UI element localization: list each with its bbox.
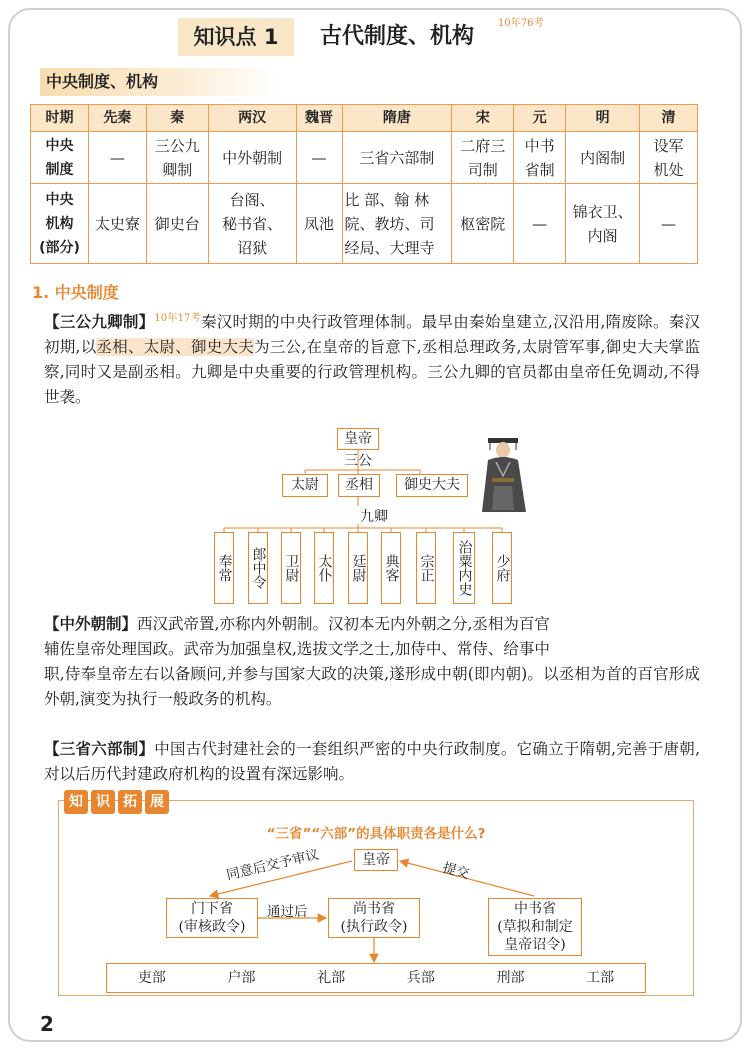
table-header-cell: 秦 (146, 105, 208, 132)
table-cell: 中书 省制 (514, 132, 566, 184)
box-line: (草拟和制定 (497, 919, 573, 935)
jiuqing-office: 宗正 (416, 532, 436, 604)
exam-frequency-tag: 10年17考 (154, 313, 201, 324)
box-line: 尚书省 (353, 901, 395, 917)
subsection-heading: 1. 中央制度 (32, 283, 119, 302)
table-cell: 锦衣卫、 内阁 (566, 184, 640, 264)
page-number: 2 (40, 1012, 54, 1036)
table-cell: 御史台 (146, 184, 208, 264)
six-ministries-box (106, 963, 646, 993)
table-header-cell: 明 (566, 105, 640, 132)
jiuqing-office: 郎中令 (248, 532, 268, 604)
extension-tab-char: 知 (64, 790, 88, 814)
table-cell: 三公九 卿制 (146, 132, 208, 184)
paragraph-text: 中国古代封建社会的一套组织严密的中央行政制度。它确立于隋朝,完善于唐朝,对以后历代封建政府机构的设置有深远影响。 (44, 740, 700, 783)
jiuqing-office: 廷尉 (348, 532, 368, 604)
extension-tab-char: 展 (145, 790, 169, 814)
emperor-box: 皇帝 (337, 428, 379, 450)
shangshu-box (328, 898, 420, 938)
table-cell: — (88, 132, 146, 184)
table-header-cell: 魏晋 (296, 105, 342, 132)
table-cell: 中外朝制 (208, 132, 296, 184)
paragraph-text: 辅佐皇帝处理国政。武帝为加强皇权,选拔文学之士,加侍中、常侍、给事中 (44, 640, 550, 658)
exam-frequency-tag: 10年76考 (498, 18, 544, 29)
ext-emperor-box: 皇帝 (354, 849, 398, 871)
edge-label-left: 同意后交予审议 (224, 846, 321, 884)
table-cell: — (296, 132, 342, 184)
taiwei-box: 太尉 (282, 474, 328, 497)
table-header-cell: 两汉 (208, 105, 296, 132)
row-header-cell: 中央 制度 (31, 132, 89, 184)
table-header-cell: 先秦 (88, 105, 146, 132)
yushidafu-box: 御史大夫 (396, 474, 468, 497)
jiuqing-office: 太仆 (314, 532, 334, 604)
extension-tab-char: 识 (91, 790, 115, 814)
menxia-box (166, 898, 258, 938)
ministry-label: 兵部 (406, 970, 435, 986)
box-line: 皇帝诏令) (504, 937, 566, 953)
edge-label-right: 提交 (440, 859, 472, 883)
box-line: (执行政令) (340, 919, 408, 935)
ministry-label: 刑部 (496, 970, 525, 986)
table-cell: 设军 机处 (640, 132, 698, 184)
table-cell: 太史寮 (88, 184, 146, 264)
ministry-label: 户部 (227, 970, 256, 986)
paragraph-text: 为三公,在皇帝的旨意下,丞相总理政务,太尉管军事,御史大夫掌监察,同时又是副丞相。九卿是中央重要的行政管理机构。三公九卿的官员都由皇帝任免调动,不得世袭。 (44, 338, 700, 407)
table-cell: 台阁、 秘书省、 诏狱 (208, 184, 296, 264)
table-cell: 内阁制 (566, 132, 640, 184)
box-line: 中书省 (514, 901, 556, 917)
jiuqing-office: 治粟内史 (453, 532, 475, 604)
row-header-cell: 中央 机构 (部分) (31, 184, 89, 264)
table-header-cell: 宋 (452, 105, 514, 132)
term-label: 【三公九卿制】 (44, 313, 155, 332)
extension-tab-char: 拓 (118, 790, 142, 814)
paragraph-text: 西汉武帝置,亦称内外朝制。汉初本无内外朝之分,丞相为百官 (137, 615, 550, 633)
zhongshu-box (488, 898, 582, 956)
table-header-cell: 时期 (31, 105, 89, 132)
table-cell: 比 部、翰 林 院、教坊、司 经局、大理寺 (342, 184, 452, 264)
chengxiang-box: 丞相 (338, 474, 380, 497)
table-header-cell: 元 (514, 105, 566, 132)
table-cell: — (640, 184, 698, 264)
table-cell: 二府三 司制 (452, 132, 514, 184)
jiuqing-office: 奉常 (214, 532, 234, 604)
paragraph-text: 职,侍奉皇帝左右以备顾问,并参与国家大政的决策,遂形成中朝(即内朝)。以丞相为首的百官形成外朝,演变为执行一般政务的机构。 (44, 665, 700, 708)
table-header-cell: 清 (640, 105, 698, 132)
ministry-label: 工部 (586, 970, 615, 986)
jiuqing-label: 九卿 (360, 509, 388, 525)
ministry-label: 礼部 (317, 970, 346, 986)
knowledge-point-label: 知识点 1 (178, 18, 294, 56)
table-cell: — (514, 184, 566, 264)
sangong-label: 三公 (344, 453, 372, 469)
table-header-cell: 隋唐 (342, 105, 452, 132)
section-title: 中央制度、机构 (40, 68, 280, 96)
highlighted-text: 丞相、太尉、御史大夫 (96, 338, 255, 357)
paragraph-text: 秦汉时期的中央行政管理体制。最早由秦始皇建立,汉沿用,隋废除。秦汉初期,以 (44, 313, 700, 357)
table-cell: 凤池 (296, 184, 342, 264)
edge-label-mid: 通过后 (267, 904, 308, 920)
box-line: 门下省 (191, 901, 233, 917)
term-label: 【中外朝制】 (44, 615, 138, 633)
box-line: (审核政令) (178, 919, 246, 935)
table-cell: 枢密院 (452, 184, 514, 264)
jiuqing-office: 卫尉 (281, 532, 301, 604)
jiuqing-office: 典客 (381, 532, 401, 604)
ministry-label: 吏部 (137, 970, 166, 986)
term-label: 【三省六部制】 (44, 740, 155, 758)
page-title: 古代制度、机构 (320, 24, 475, 49)
jiuqing-office: 少府 (492, 532, 512, 604)
table-cell: 三省六部制 (342, 132, 452, 184)
extension-question: “三省”“六部”的具体职责各是什么? (266, 826, 486, 842)
